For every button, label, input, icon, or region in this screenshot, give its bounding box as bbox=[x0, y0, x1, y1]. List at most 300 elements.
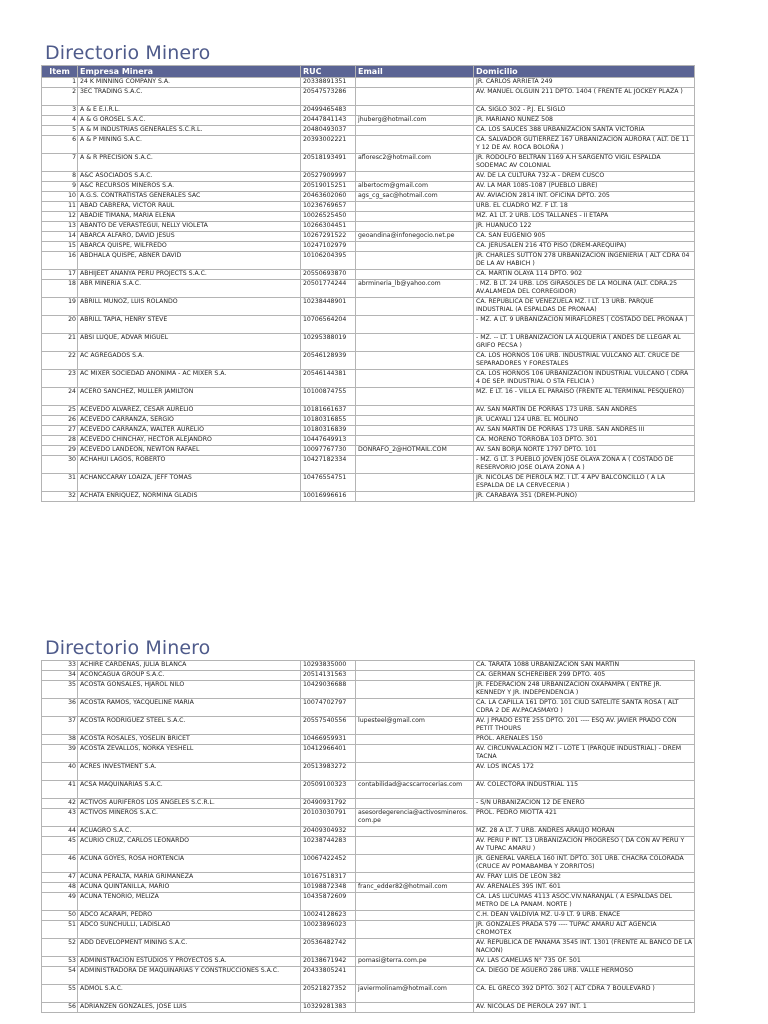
cell-company: A & M INDUSTRIAS GENERALES S.C.R.L. bbox=[78, 126, 301, 136]
table-row bbox=[42, 388, 695, 406]
table-row bbox=[42, 492, 695, 502]
cell-ruc: 10329281383 bbox=[301, 1003, 356, 1013]
cell-item: 26 bbox=[42, 416, 78, 426]
cell-company: ACHANCCARAY LOAIZA, JEFF TOMAS bbox=[78, 474, 301, 492]
cell-item: 3 bbox=[42, 106, 78, 116]
cell-email bbox=[356, 352, 474, 370]
cell-company: 24 K MINNING COMPANY S.A. bbox=[78, 78, 301, 88]
cell-ruc: 20501774244 bbox=[301, 280, 356, 298]
cell-item: 5 bbox=[42, 126, 78, 136]
table-row bbox=[42, 911, 695, 921]
cell-company: ACONCAGUA GROUP S.A.C. bbox=[78, 671, 301, 681]
cell-item: 9 bbox=[42, 182, 78, 192]
cell-item: 28 bbox=[42, 436, 78, 446]
table-row bbox=[42, 985, 695, 1003]
cell-email bbox=[356, 136, 474, 154]
cell-email bbox=[356, 202, 474, 212]
cell-email bbox=[356, 436, 474, 446]
cell-company: ACRES INVESTMENT S.A. bbox=[78, 763, 301, 781]
table-row bbox=[42, 745, 695, 763]
cell-company: ADMINISTRACION ESTUDIOS Y PROYECTOS S.A. bbox=[78, 957, 301, 967]
table-row bbox=[42, 222, 695, 232]
cell-item: 16 bbox=[42, 252, 78, 270]
cell-company: ABAD CABRERA, VICTOR RAUL bbox=[78, 202, 301, 212]
cell-item: 11 bbox=[42, 202, 78, 212]
cell-email bbox=[356, 735, 474, 745]
cell-item: 39 bbox=[42, 745, 78, 763]
cell-email bbox=[356, 172, 474, 182]
cell-email: ags_cg_sac@hotmail.com bbox=[356, 192, 474, 202]
cell-address: PROL. PEDRO MIOTTA 421 bbox=[474, 809, 695, 827]
table-row bbox=[42, 126, 695, 136]
cell-address: CA. SAN EUGENIO 905 bbox=[474, 232, 695, 242]
cell-ruc: 20409304932 bbox=[301, 827, 356, 837]
cell-ruc: 10429036688 bbox=[301, 681, 356, 699]
cell-item: 6 bbox=[42, 136, 78, 154]
cell-company: ABRILL MUNOZ, LUIS ROLANDO bbox=[78, 298, 301, 316]
cell-company: ACUÑA TENORIO, MELIZA bbox=[78, 893, 301, 911]
cell-ruc: 20519015251 bbox=[301, 182, 356, 192]
cell-ruc: 20527909997 bbox=[301, 172, 356, 182]
cell-email: contabilidad@acscarrocerias.com bbox=[356, 781, 474, 799]
table-row bbox=[42, 699, 695, 717]
cell-ruc: 10267291522 bbox=[301, 232, 356, 242]
table-row bbox=[42, 106, 695, 116]
cell-company: AC MIXER SOCIEDAD ANONIMA - AC MIXER S.A. bbox=[78, 370, 301, 388]
cell-item: 34 bbox=[42, 671, 78, 681]
table-row bbox=[42, 212, 695, 222]
cell-item: 7 bbox=[42, 154, 78, 172]
cell-address: AV. FRAY LUIS DE LEON 382 bbox=[474, 873, 695, 883]
cell-ruc: 10026525450 bbox=[301, 212, 356, 222]
cell-item: 42 bbox=[42, 799, 78, 809]
cell-company: AC AGREGADOS S.A. bbox=[78, 352, 301, 370]
cell-email bbox=[356, 763, 474, 781]
cell-address: AV. LOS INCAS 172 bbox=[474, 763, 695, 781]
cell-ruc: 20550693870 bbox=[301, 270, 356, 280]
cell-ruc: 20518193491 bbox=[301, 154, 356, 172]
cell-email bbox=[356, 492, 474, 502]
table-row bbox=[42, 883, 695, 893]
cell-email bbox=[356, 106, 474, 116]
cell-ruc: 20447841143 bbox=[301, 116, 356, 126]
cell-ruc: 20521827352 bbox=[301, 985, 356, 1003]
cell-item: 22 bbox=[42, 352, 78, 370]
table-row bbox=[42, 957, 695, 967]
table-row bbox=[42, 252, 695, 270]
cell-company: A & E E.I.R.L. bbox=[78, 106, 301, 116]
table-row bbox=[42, 192, 695, 202]
cell-ruc: 10427182334 bbox=[301, 456, 356, 474]
cell-ruc: 20547573286 bbox=[301, 88, 356, 106]
cell-item: 24 bbox=[42, 388, 78, 406]
cell-company: ACTIVOS AURIFEROS LOS ANGELES S.C.R.L. bbox=[78, 799, 301, 809]
cell-company: ADCO SUNCHULLI, LADISLAO bbox=[78, 921, 301, 939]
cell-company: ACSA MAQUINARIAS S.A.C. bbox=[78, 781, 301, 799]
cell-address: MZ. 28 A LT. 7 URB. ANDRES ARAUJO MORAN bbox=[474, 827, 695, 837]
mining-directory-table bbox=[41, 660, 695, 1013]
cell-company: ABANTO DE VERASTEGUI, NELLY VIOLETA bbox=[78, 222, 301, 232]
cell-email bbox=[356, 799, 474, 809]
cell-email: abrmineria_lb@yahoo.com bbox=[356, 280, 474, 298]
cell-company: ADMOL S.A.C. bbox=[78, 985, 301, 1003]
cell-company: A&C RECURSOS MINEROS S.A. bbox=[78, 182, 301, 192]
cell-address: CA. LOS HORNOS 106 URB. INDUSTRIAL VULCANO ALT. CRUCE DE SEPARADORES Y FORESTALES bbox=[474, 352, 695, 370]
cell-company: ADD DEVELOPMENT MINING S.A.C. bbox=[78, 939, 301, 957]
cell-address: JR. CHARLES SUTTON 278 URBANIZACION INGENIERIA ( ALT CDRA 04 DE LA AV HABICH ) bbox=[474, 252, 695, 270]
cell-item: 23 bbox=[42, 370, 78, 388]
table-row bbox=[42, 446, 695, 456]
cell-company: ADMINISTRADORA DE MAQUINARIAS Y CONSTRUCCIONES S.A.C. bbox=[78, 967, 301, 985]
cell-ruc: 10476554751 bbox=[301, 474, 356, 492]
cell-email: pomasi@terra.com.pe bbox=[356, 957, 474, 967]
cell-address: AV. REPUBLICA DE PANAMA 3545 INT. 1301 (FRENTE AL BANCO DE LA NACION) bbox=[474, 939, 695, 957]
cell-ruc: 10295388019 bbox=[301, 334, 356, 352]
cell-address: - MZ. G LT. 3 PUEBLO JOVEN JOSE OLAYA ZONA A ( COSTADO DE RESERVORIO JOSE OLAYA ZONA A ) bbox=[474, 456, 695, 474]
cell-address: CA. DIEGO DE AGUERO 286 URB. VALLE HERMOSO bbox=[474, 967, 695, 985]
table-row bbox=[42, 182, 695, 192]
cell-address: AV. MANUEL OLGUIN 211 DPTO. 1404 ( FRENTE AL JOCKEY PLAZA ) bbox=[474, 88, 695, 106]
cell-email bbox=[356, 671, 474, 681]
table-row bbox=[42, 827, 695, 837]
cell-item: 15 bbox=[42, 242, 78, 252]
cell-address: JR. CARLOS ARRIETA 249 bbox=[474, 78, 695, 88]
table-row bbox=[42, 242, 695, 252]
cell-address: CA. EL GRECO 392 DPTO. 302 ( ALT CDRA 7 BOULEVARD ) bbox=[474, 985, 695, 1003]
cell-item: 30 bbox=[42, 456, 78, 474]
cell-ruc: 10097767730 bbox=[301, 446, 356, 456]
cell-email bbox=[356, 745, 474, 763]
cell-ruc: 10706564204 bbox=[301, 316, 356, 334]
cell-item: 44 bbox=[42, 827, 78, 837]
cell-ruc: 10181661637 bbox=[301, 406, 356, 416]
table-row bbox=[42, 671, 695, 681]
cell-email bbox=[356, 88, 474, 106]
cell-company: ABDHALA QUISPE, ABNER DAVID bbox=[78, 252, 301, 270]
cell-item: 45 bbox=[42, 837, 78, 855]
cell-item: 43 bbox=[42, 809, 78, 827]
column-header-ruc: RUC bbox=[301, 66, 356, 78]
cell-email bbox=[356, 126, 474, 136]
table-row bbox=[42, 352, 695, 370]
cell-ruc: 10447649913 bbox=[301, 436, 356, 446]
cell-email bbox=[356, 316, 474, 334]
cell-item: 20 bbox=[42, 316, 78, 334]
table-row bbox=[42, 334, 695, 352]
cell-company: ACOSTA RAMOS, YACQUELINE MARIA bbox=[78, 699, 301, 717]
cell-email bbox=[356, 456, 474, 474]
cell-address: CA. MARTIN OLAYA 114 DPTO. 902 bbox=[474, 270, 695, 280]
table-row bbox=[42, 681, 695, 699]
cell-company: ABSI LUQUE, ADVAR MIGUEL bbox=[78, 334, 301, 352]
cell-ruc: 20557540556 bbox=[301, 717, 356, 735]
cell-address: CA. LOS SAUCES 388 URBANIZACION SANTA VICTORIA bbox=[474, 126, 695, 136]
cell-email bbox=[356, 474, 474, 492]
cell-address: AV. DE LA CULTURA 732-A - DREM CUSCO bbox=[474, 172, 695, 182]
cell-company: ACOSTA RODRIGUEZ STEEL S.A.C. bbox=[78, 717, 301, 735]
cell-ruc: 10247102979 bbox=[301, 242, 356, 252]
cell-address: AV. ARENALES 395 INT. 601 bbox=[474, 883, 695, 893]
cell-address: CA. MORENO TORROBA 103 DPTO. 301 bbox=[474, 436, 695, 446]
cell-address: AV. PERU P INT. 13 URBANIZACION PROGRESO ( DA CON AV PERU Y AV TUPAC AMARU ) bbox=[474, 837, 695, 855]
cell-ruc: 10198872348 bbox=[301, 883, 356, 893]
table-header-row bbox=[42, 66, 695, 78]
table-row bbox=[42, 661, 695, 671]
column-header-company: Empresa Minera bbox=[78, 66, 301, 78]
cell-address: JR. RODOLFO BELTRAN 1169 A.H SARGENTO VIGIL ESPALDA SODEMAC AV COLONIAL bbox=[474, 154, 695, 172]
cell-item: 17 bbox=[42, 270, 78, 280]
cell-ruc: 10106204395 bbox=[301, 252, 356, 270]
cell-email bbox=[356, 212, 474, 222]
cell-item: 2 bbox=[42, 88, 78, 106]
cell-item: 29 bbox=[42, 446, 78, 456]
cell-item: 53 bbox=[42, 957, 78, 967]
cell-company: ACOSTA GONSALES, HJAROL NILO bbox=[78, 681, 301, 699]
cell-company: ACEVEDO LANDEON, NEWTON RAFAEL bbox=[78, 446, 301, 456]
cell-email bbox=[356, 837, 474, 855]
cell-address: - MZ. A LT. 9 URBANIZACION MIRAFLORES ( COSTADO DEL PRONAA ) bbox=[474, 316, 695, 334]
cell-item: 33 bbox=[42, 661, 78, 671]
cell-ruc: 10435872609 bbox=[301, 893, 356, 911]
cell-ruc: 20509100323 bbox=[301, 781, 356, 799]
cell-address: MZ. E LT. 16 - VILLA EL PARAISO (FRENTE AL TERMINAL PESQUERO) bbox=[474, 388, 695, 406]
cell-ruc: 20463602060 bbox=[301, 192, 356, 202]
cell-item: 52 bbox=[42, 939, 78, 957]
cell-ruc: 10466959931 bbox=[301, 735, 356, 745]
cell-company: ACOSTA ROSALES, YOSELIN BRICET bbox=[78, 735, 301, 745]
table-row bbox=[42, 436, 695, 446]
table-row bbox=[42, 316, 695, 334]
table-row bbox=[42, 456, 695, 474]
table-row bbox=[42, 154, 695, 172]
cell-address: CA. LAS LUCUMAS 4113 ASOC.VIV.NARANJAL ( A ESPALDAS DEL METRO DE LA PANAM. NORTE ) bbox=[474, 893, 695, 911]
cell-ruc: 20480493037 bbox=[301, 126, 356, 136]
table-row bbox=[42, 717, 695, 735]
cell-email bbox=[356, 242, 474, 252]
table-row bbox=[42, 1003, 695, 1013]
cell-ruc: 20138671942 bbox=[301, 957, 356, 967]
cell-address: CA. SIGLO 302 - P.J. EL SIGLO bbox=[474, 106, 695, 116]
table-row bbox=[42, 406, 695, 416]
cell-item: 12 bbox=[42, 212, 78, 222]
cell-item: 48 bbox=[42, 883, 78, 893]
cell-item: 8 bbox=[42, 172, 78, 182]
cell-address: . MZ. B LT. 24 URB. LOS GIRASOLES DE LA MOLINA (ALT. CDRA.25 AV.ALAMEDA DEL CORREGIDOR) bbox=[474, 280, 695, 298]
table-row bbox=[42, 416, 695, 426]
cell-email bbox=[356, 406, 474, 416]
cell-address: JR. GENERAL VARELA 160 INT. DPTO. 301 URB. CHACRA COLORADA (CRUCE AV POMABAMBA Y ZORRITOS) bbox=[474, 855, 695, 873]
table-row bbox=[42, 116, 695, 126]
cell-ruc: 10236769657 bbox=[301, 202, 356, 212]
cell-address: AV. NICOLAS DE PIEROLA 297 INT. 1 bbox=[474, 1003, 695, 1013]
cell-email bbox=[356, 855, 474, 873]
cell-address: PROL. ARENALES 150 bbox=[474, 735, 695, 745]
cell-email bbox=[356, 298, 474, 316]
cell-ruc: 10238448901 bbox=[301, 298, 356, 316]
cell-company: ABADIE TIMANA, MARIA ELENA bbox=[78, 212, 301, 222]
cell-address: CA. LA CAPILLA 161 DPTO. 101 CIUD SATELITE SANTA ROSA ( ALT CDRA 2 DE AV.PACASMAYO ) bbox=[474, 699, 695, 717]
table-row bbox=[42, 370, 695, 388]
cell-email bbox=[356, 252, 474, 270]
cell-email bbox=[356, 1003, 474, 1013]
cell-item: 21 bbox=[42, 334, 78, 352]
cell-ruc: 20490931792 bbox=[301, 799, 356, 809]
cell-company: ACOSTA ZEVALLOS, NORKA YESHELL bbox=[78, 745, 301, 763]
cell-ruc: 10180316839 bbox=[301, 426, 356, 436]
cell-company: A & R PRECISION S.A.C. bbox=[78, 154, 301, 172]
cell-company: A & G OROSEL S.A.C. bbox=[78, 116, 301, 126]
cell-address: AV. LA MAR 1085-1087 (PUEBLO LIBRE) bbox=[474, 182, 695, 192]
cell-email bbox=[356, 893, 474, 911]
cell-item: 13 bbox=[42, 222, 78, 232]
table-row bbox=[42, 921, 695, 939]
cell-email: albertocm@gmail.com bbox=[356, 182, 474, 192]
table-row bbox=[42, 474, 695, 492]
cell-item: 4 bbox=[42, 116, 78, 126]
cell-email: geoandina@infonegocio.net.pe bbox=[356, 232, 474, 242]
table-row bbox=[42, 280, 695, 298]
cell-email bbox=[356, 78, 474, 88]
cell-address: MZ. A1 LT. 2 URB. LOS TALLANES - II ETAPA bbox=[474, 212, 695, 222]
cell-item: 14 bbox=[42, 232, 78, 242]
cell-ruc: 10266304451 bbox=[301, 222, 356, 232]
cell-email bbox=[356, 911, 474, 921]
cell-company: ABARCA ALFARO, DAVID JESUS bbox=[78, 232, 301, 242]
cell-address: AV. AVIACION 2814 INT. OFICINA DPTO. 205 bbox=[474, 192, 695, 202]
cell-address: AV. SAN MARTIN DE PORRAS 173 URB. SAN ANDRES III bbox=[474, 426, 695, 436]
cell-address: AV. J PRADO ESTE 255 DPTO. 201 ---- ESQ AV. JAVIER PRADO CON PETIT THOURS bbox=[474, 717, 695, 735]
cell-item: 54 bbox=[42, 967, 78, 985]
cell-email bbox=[356, 827, 474, 837]
cell-ruc: 10412966401 bbox=[301, 745, 356, 763]
cell-item: 27 bbox=[42, 426, 78, 436]
cell-company: ACERO SANCHEZ, MULLER JAMILTON bbox=[78, 388, 301, 406]
cell-item: 51 bbox=[42, 921, 78, 939]
cell-item: 19 bbox=[42, 298, 78, 316]
cell-company: ACUÑA GOYES, ROSA HORTENCIA bbox=[78, 855, 301, 873]
cell-ruc: 20514131563 bbox=[301, 671, 356, 681]
cell-address: JR. MARIANO NUÑEZ 508 bbox=[474, 116, 695, 126]
cell-ruc: 10067422452 bbox=[301, 855, 356, 873]
page-title: Directorio Minero bbox=[45, 42, 211, 64]
cell-ruc: 10100874755 bbox=[301, 388, 356, 406]
table-row bbox=[42, 873, 695, 883]
cell-company: ACURIO CRUZ, CARLOS LEONARDO bbox=[78, 837, 301, 855]
table-row bbox=[42, 172, 695, 182]
cell-address: JR. UCAYALI 124 URB. EL MOLINO bbox=[474, 416, 695, 426]
mining-directory-table bbox=[41, 65, 695, 502]
cell-company: ACTIVOS MINEROS S.A.C. bbox=[78, 809, 301, 827]
table-row bbox=[42, 781, 695, 799]
table-row bbox=[42, 893, 695, 911]
cell-email bbox=[356, 699, 474, 717]
cell-ruc: 20546144381 bbox=[301, 370, 356, 388]
cell-company: A&C ASOCIADOS S.A.C. bbox=[78, 172, 301, 182]
cell-address: CA. TARATA 1088 URBANIZACION SAN MARTIN bbox=[474, 661, 695, 671]
cell-item: 38 bbox=[42, 735, 78, 745]
cell-email bbox=[356, 222, 474, 232]
cell-ruc: 20103030791 bbox=[301, 809, 356, 827]
cell-email bbox=[356, 967, 474, 985]
cell-email: DONRAFO_2@HOTMAIL.COM bbox=[356, 446, 474, 456]
cell-company: ACEVEDO CHINCHAY, HECTOR ALEJANDRO bbox=[78, 436, 301, 446]
cell-item: 35 bbox=[42, 681, 78, 699]
cell-ruc: 10167518317 bbox=[301, 873, 356, 883]
table-row bbox=[42, 298, 695, 316]
cell-item: 55 bbox=[42, 985, 78, 1003]
cell-ruc: 20536482742 bbox=[301, 939, 356, 957]
cell-address: CA. GERMAN SCHEREIBER 299 DPTO. 405 bbox=[474, 671, 695, 681]
table-row bbox=[42, 202, 695, 212]
cell-email bbox=[356, 939, 474, 957]
cell-company: ACEVEDO ALVAREZ, CESAR AURELIO bbox=[78, 406, 301, 416]
table-row bbox=[42, 232, 695, 242]
cell-item: 40 bbox=[42, 763, 78, 781]
cell-email bbox=[356, 681, 474, 699]
cell-email bbox=[356, 388, 474, 406]
cell-company: ABR MINERIA S.A.C. bbox=[78, 280, 301, 298]
cell-address: JR. GONZALES PRADA 579 ---- TUPAC AMARU ALT AGENCIA CROMOTEX bbox=[474, 921, 695, 939]
cell-company: ACUÑA PERALTA, MARIA GRIMANEZA bbox=[78, 873, 301, 883]
cell-ruc: 10238744283 bbox=[301, 837, 356, 855]
cell-company: A & P MINING S.A.C. bbox=[78, 136, 301, 154]
table-row bbox=[42, 763, 695, 781]
cell-company: ACUAGRO S.A.C. bbox=[78, 827, 301, 837]
cell-item: 37 bbox=[42, 717, 78, 735]
cell-email bbox=[356, 416, 474, 426]
cell-email: jhuberg@hotmail.com bbox=[356, 116, 474, 126]
cell-email: afloresc2@hotmail.com bbox=[356, 154, 474, 172]
cell-company: ACHIRE CARDENAS, JULIA BLANCA bbox=[78, 661, 301, 671]
cell-address: AV. COLECTORA INDUSTRIAL 115 bbox=[474, 781, 695, 799]
cell-address: CA. JERUSALEN 216 4TO PISO (DREM-AREQUIPA) bbox=[474, 242, 695, 252]
cell-ruc: 10023896023 bbox=[301, 921, 356, 939]
cell-item: 25 bbox=[42, 406, 78, 416]
cell-company: A.G.S. CONTRATISTAS GENERALES SAC bbox=[78, 192, 301, 202]
column-header-email: Email bbox=[356, 66, 474, 78]
cell-ruc: 20546128939 bbox=[301, 352, 356, 370]
cell-item: 49 bbox=[42, 893, 78, 911]
cell-ruc: 20513983272 bbox=[301, 763, 356, 781]
cell-address: JR. FEDERACION 248 URBANIZACION OXAPAMPA ( ENTRE JR. KENNEDY Y JR. INDEPENDENCIA ) bbox=[474, 681, 695, 699]
cell-ruc: 10074702797 bbox=[301, 699, 356, 717]
table-row bbox=[42, 855, 695, 873]
cell-item: 1 bbox=[42, 78, 78, 88]
cell-address: JR. HUANUCO 122 bbox=[474, 222, 695, 232]
table-row bbox=[42, 270, 695, 280]
table-row bbox=[42, 78, 695, 88]
cell-ruc: 20433805241 bbox=[301, 967, 356, 985]
column-header-item: Item bbox=[42, 66, 78, 78]
cell-address: CA. SALVADOR GUTIERREZ 167 URBANIZACION AURORA ( ALT. DE 11 Y 12 DE AV. ROCA BOLOÑA ) bbox=[474, 136, 695, 154]
cell-company: ABARCA QUISPE, WILFREDO bbox=[78, 242, 301, 252]
cell-company: ACHAHUI LAGOS, ROBERTO bbox=[78, 456, 301, 474]
cell-company: ADRIANZEN GONZALES, JOSE LUIS bbox=[78, 1003, 301, 1013]
cell-item: 31 bbox=[42, 474, 78, 492]
cell-email bbox=[356, 370, 474, 388]
cell-ruc: 20393002221 bbox=[301, 136, 356, 154]
cell-email bbox=[356, 661, 474, 671]
page-title: Directorio Minero bbox=[45, 637, 211, 659]
cell-company: 3EC TRADING S.A.C. bbox=[78, 88, 301, 106]
table-row bbox=[42, 967, 695, 985]
cell-address: C.H. DEAN VALDIVIA MZ. U-9 LT. 9 URB. ENACE bbox=[474, 911, 695, 921]
cell-item: 41 bbox=[42, 781, 78, 799]
table-row bbox=[42, 809, 695, 827]
cell-ruc: 10016996616 bbox=[301, 492, 356, 502]
column-header-address: Domicilio bbox=[474, 66, 695, 78]
cell-ruc: 10293835000 bbox=[301, 661, 356, 671]
